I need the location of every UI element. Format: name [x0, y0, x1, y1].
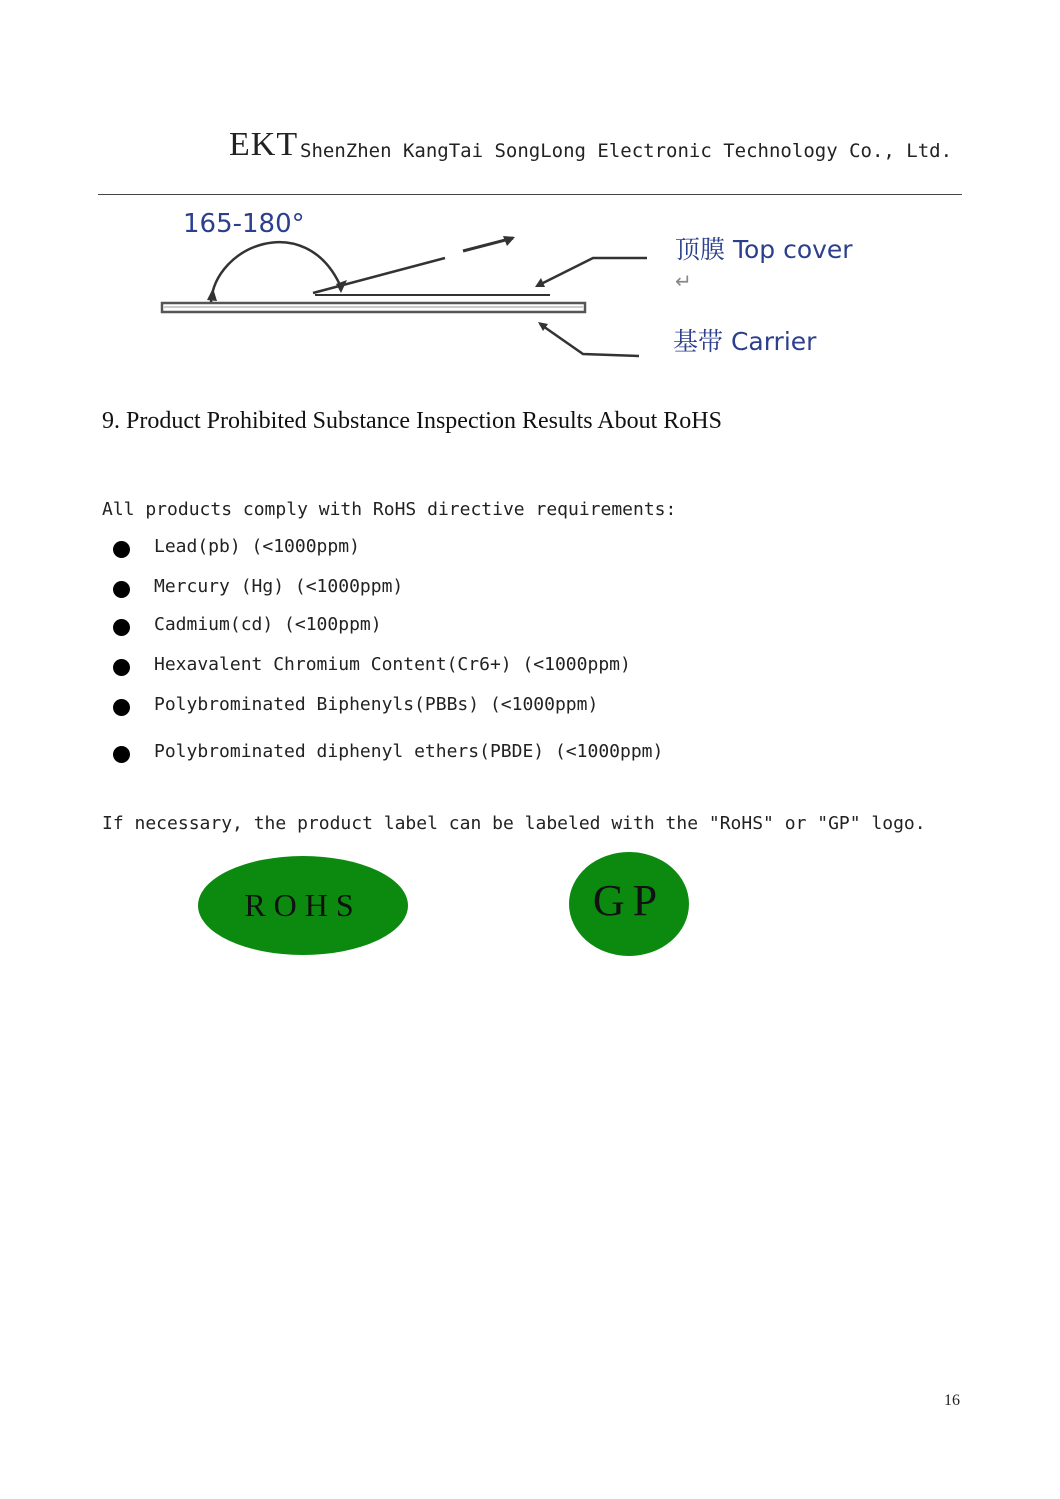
company-logo: EKT	[229, 126, 299, 163]
header-divider	[98, 194, 962, 195]
bullet-icon	[113, 699, 130, 716]
top-cover-callout	[537, 258, 647, 286]
angle-label: 165-180°	[183, 209, 305, 239]
substance-text: Polybrominated Biphenyls(PBBs) (<1000ppm)	[154, 694, 599, 715]
rohs-logo	[198, 856, 408, 955]
bullet-icon	[113, 619, 130, 636]
bullet-icon	[113, 659, 130, 676]
top-cover-line	[313, 258, 445, 293]
compliance-intro: All products comply with RoHS directive requirements:	[102, 499, 677, 520]
label-note: If necessary, the product label can be labeled with the "RoHS" or "GP" logo.	[102, 813, 926, 834]
substance-text: Cadmium(cd) (<100ppm)	[154, 614, 382, 635]
carrier-callout	[540, 324, 639, 356]
substance-text: Hexavalent Chromium Content(Cr6+) (<1000ppm)	[154, 654, 631, 675]
gp-logo-text: GP	[592, 875, 666, 925]
substance-text: Mercury (Hg) (<1000ppm)	[154, 576, 404, 597]
angle-arc	[211, 242, 340, 302]
company-name: ShenZhen KangTai SongLong Electronic Technology Co., Ltd.	[300, 140, 953, 162]
bullet-icon	[113, 746, 130, 763]
substance-text: Polybrominated diphenyl ethers(PBDE) (<1000ppm)	[154, 741, 664, 762]
gp-logo	[569, 852, 689, 956]
substance-text: Lead(pb) (<1000ppm)	[154, 536, 360, 557]
bullet-icon	[113, 541, 130, 558]
carrier-label: 基带 Carrier	[673, 327, 817, 356]
section-heading: 9. Product Prohibited Substance Inspection Results About RoHS	[102, 408, 722, 434]
bullet-icon	[113, 581, 130, 598]
page-number: 16	[944, 1392, 960, 1409]
rohs-logo-text: ROHS	[244, 887, 362, 923]
return-mark: ↵	[675, 269, 692, 293]
peel-angle-diagram	[155, 200, 895, 375]
top-cover-label: 顶膜 Top cover	[675, 235, 853, 264]
